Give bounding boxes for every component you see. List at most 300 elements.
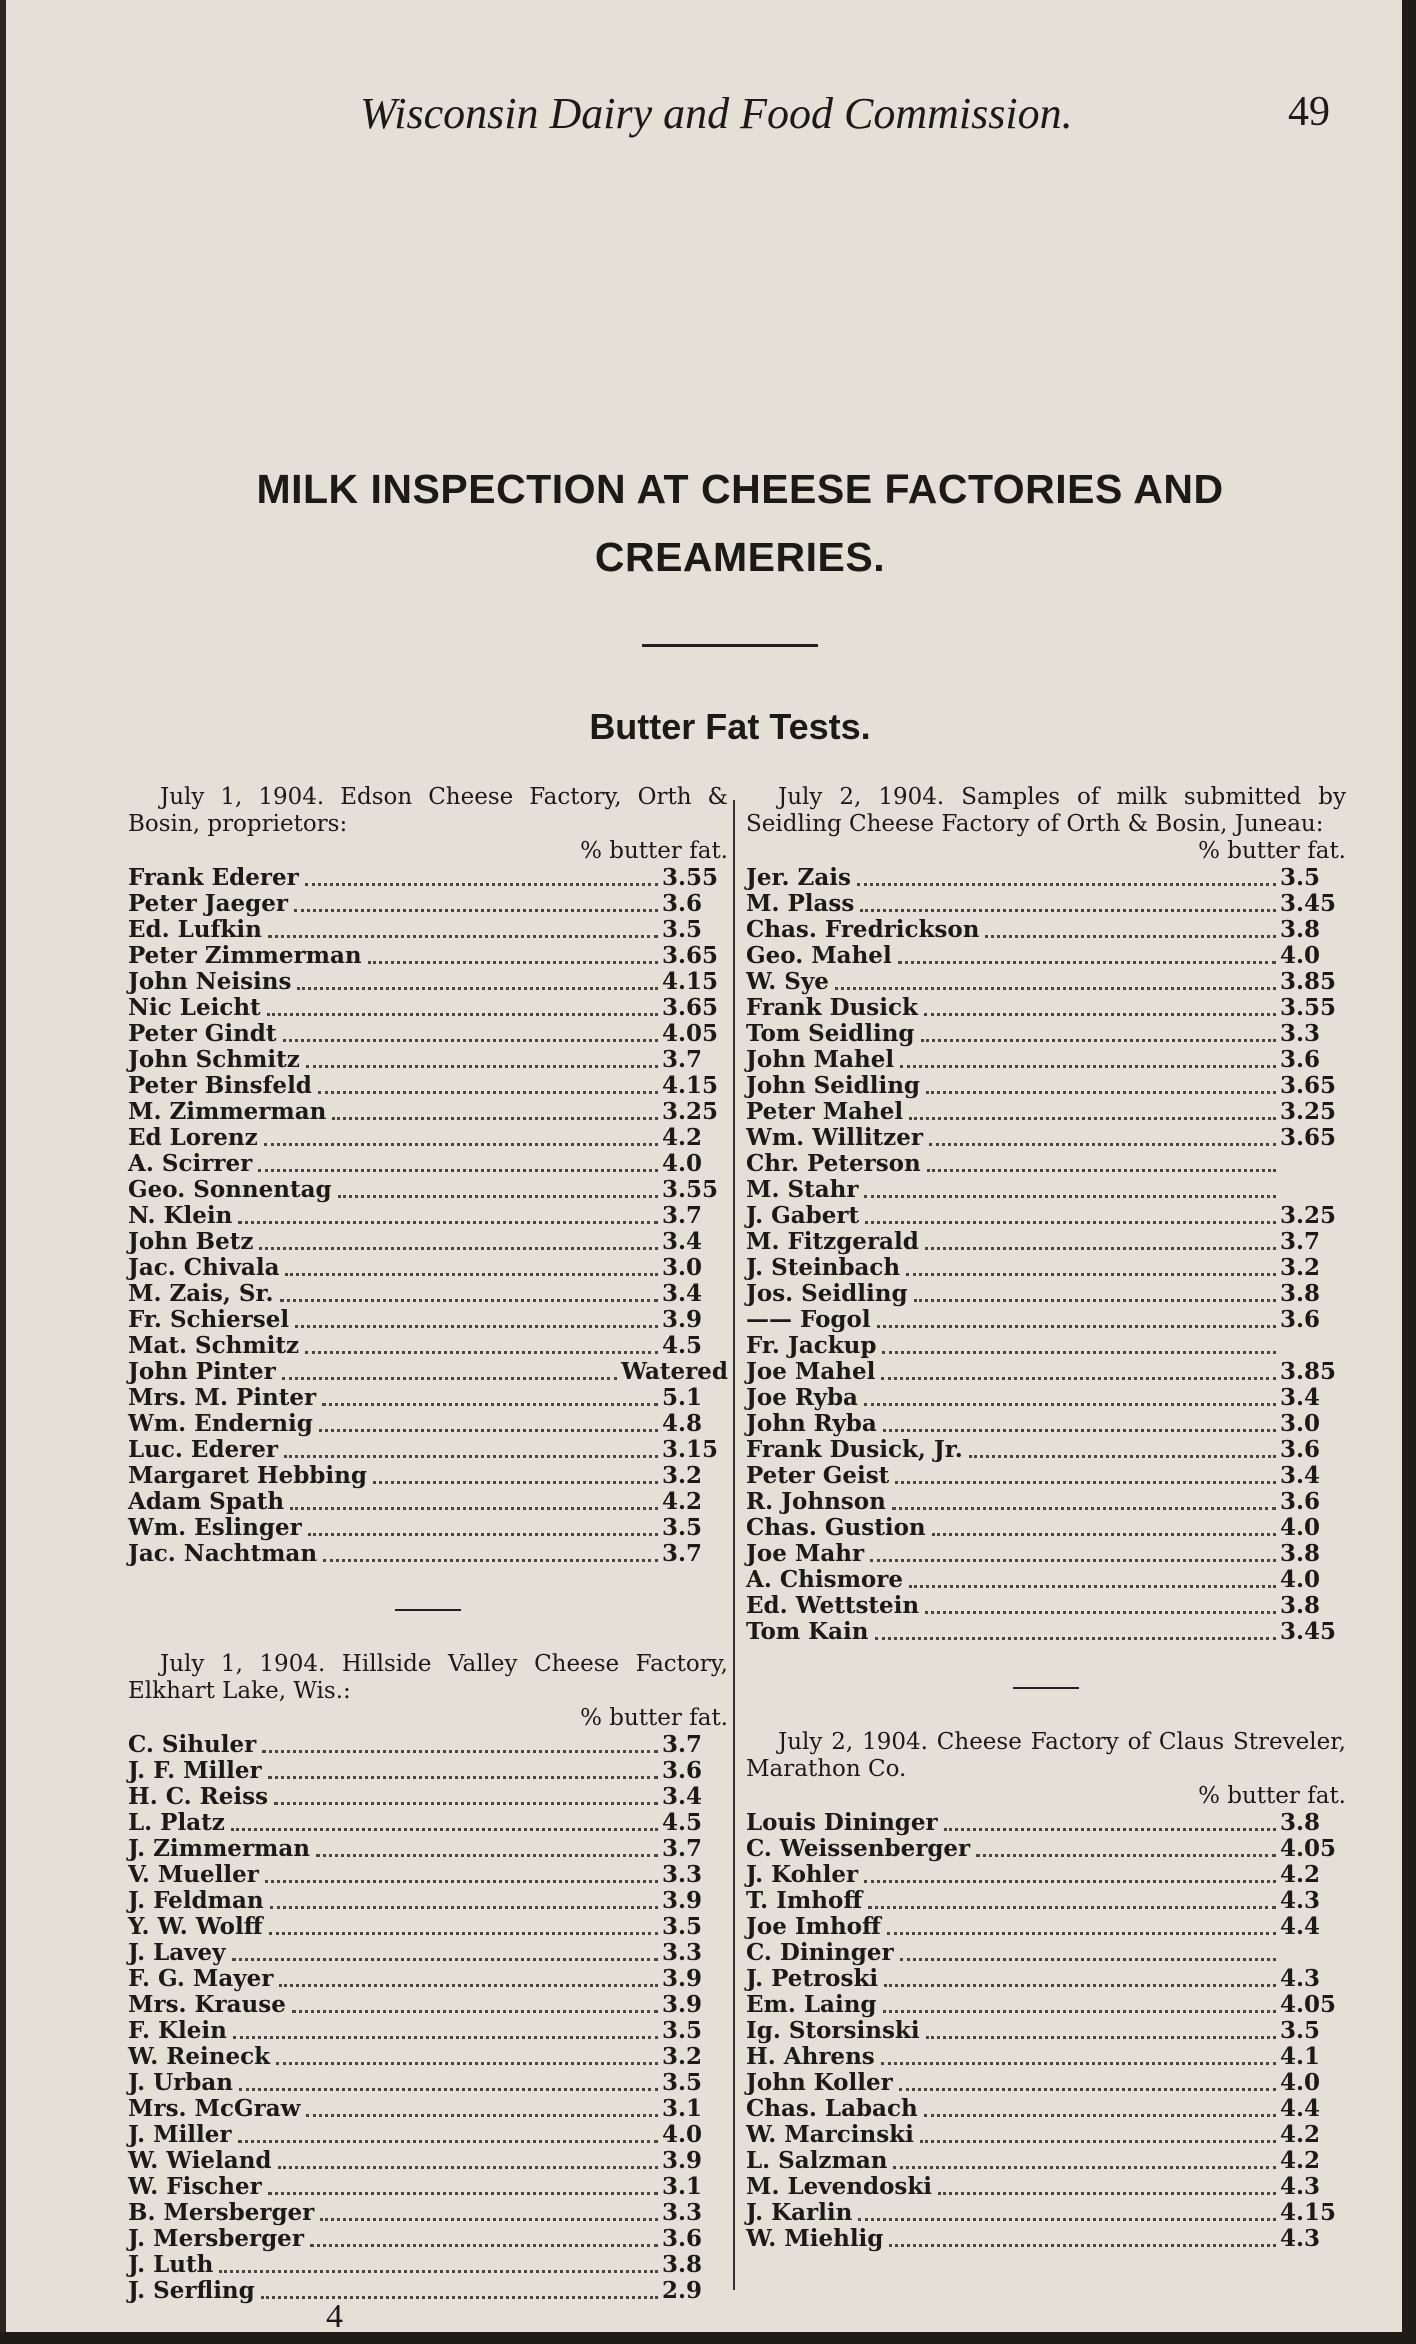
butter-fat-value: 3.65	[1280, 1072, 1337, 1099]
table-row	[746, 1966, 1346, 1992]
section-streveler	[746, 1729, 1346, 2252]
patron-name: Adam Spath	[128, 1488, 285, 1515]
butter-fat-value: 3.65	[662, 942, 719, 969]
table-row	[128, 2148, 728, 2174]
table-row	[128, 1463, 728, 1489]
section-rule	[395, 1609, 461, 1611]
butter-fat-value: 3.9	[662, 2147, 703, 2174]
butter-fat-value: 3.8	[1280, 1592, 1321, 1619]
butter-fat-value: 2.9	[662, 2277, 703, 2304]
patron-name: J. Miller	[128, 2121, 232, 2148]
table-row	[128, 1411, 728, 1437]
table-row	[128, 995, 728, 1021]
patron-name: Peter Zimmerman	[128, 942, 362, 969]
table-row	[128, 1836, 728, 1862]
butter-fat-value: 3.6	[1280, 1436, 1321, 1463]
table-row	[746, 1940, 1346, 1966]
section-seidling	[746, 784, 1346, 1645]
butter-fat-value: 3.1	[662, 2173, 703, 2200]
table-row	[128, 891, 728, 917]
patron-name: W. Miehlig	[746, 2225, 884, 2252]
patron-name: Chas. Labach	[746, 2095, 918, 2122]
section-intro: July 2, 1904. Cheese Factory of Claus Streveler, Marathon Co.	[746, 1729, 1346, 1782]
table-row	[128, 1151, 728, 1177]
table-row	[128, 969, 728, 995]
butter-fat-value: 4.3	[1280, 1887, 1321, 1914]
table-row	[128, 2044, 728, 2070]
butter-fat-value: 3.55	[1280, 994, 1337, 1021]
table-row	[746, 2070, 1346, 2096]
butter-fat-value: 3.25	[1280, 1098, 1337, 1125]
butter-fat-value: 3.4	[662, 1783, 703, 1810]
dot-leader	[268, 934, 658, 938]
table-row	[128, 917, 728, 943]
dot-leader	[284, 1454, 658, 1458]
dot-leader	[883, 2009, 1277, 2013]
patron-name: L. Platz	[128, 1809, 225, 1836]
dot-leader	[292, 2009, 658, 2013]
patron-name: L. Salzman	[746, 2147, 888, 2174]
butter-fat-value: 3.2	[1280, 1254, 1321, 1281]
butter-fat-value: 3.15	[662, 1436, 719, 1463]
patron-name: M. Levendoski	[746, 2173, 933, 2200]
butter-fat-value: 3.6	[1280, 1046, 1321, 1073]
table-row	[746, 1489, 1346, 1515]
dot-leader	[282, 1376, 617, 1380]
table-row	[746, 1593, 1346, 1619]
section-subtitle: Butter Fat Tests.	[589, 706, 871, 747]
butter-fat-value: 4.5	[662, 1809, 703, 1836]
patron-name: Frank Dusick	[746, 994, 918, 1021]
patron-name: J. F. Miller	[128, 1757, 262, 1784]
dot-leader	[864, 1879, 1276, 1883]
dot-leader	[290, 1506, 658, 1510]
dot-leader	[906, 1272, 1276, 1276]
butter-fat-value: 3.3	[1280, 1020, 1321, 1047]
butter-fat-value: 3.9	[662, 1306, 703, 1333]
patron-name: J. Luth	[128, 2251, 214, 2278]
section-hillside	[128, 1651, 728, 2304]
butter-fat-value: 5.1	[662, 1384, 703, 1411]
butter-fat-value: 3.5	[662, 2017, 703, 2044]
butter-fat-value: 3.8	[662, 2251, 703, 2278]
table-row	[128, 2278, 728, 2304]
table-row	[746, 1992, 1346, 2018]
table-row	[746, 1385, 1346, 1411]
table-row	[746, 969, 1346, 995]
dot-leader	[280, 1298, 659, 1302]
butter-fat-value: 3.6	[662, 2225, 703, 2252]
table-row	[128, 2096, 728, 2122]
table-row	[746, 2200, 1346, 2226]
butter-fat-value: 4.2	[1280, 2121, 1321, 2148]
patron-name: W. Marcinski	[746, 2121, 914, 2148]
dot-leader	[881, 1376, 1276, 1380]
table-row	[128, 2122, 728, 2148]
table-row	[128, 1784, 728, 1810]
butter-fat-value: 3.0	[1280, 1410, 1321, 1437]
patron-name: A. Scirrer	[128, 1150, 253, 1177]
patron-name: Y. W. Wolff	[128, 1913, 263, 1940]
butter-fat-value: 3.8	[1280, 1540, 1321, 1567]
patron-name: J. Zimmerman	[128, 1835, 311, 1862]
patron-name: Louis Dininger	[746, 1809, 938, 1836]
dot-leader	[899, 2087, 1276, 2091]
butter-fat-value: 3.55	[662, 1176, 719, 1203]
patron-name: T. Imhoff	[746, 1887, 863, 1914]
table-row	[746, 2044, 1346, 2070]
patron-name: Jac. Nachtman	[128, 1540, 318, 1567]
butter-fat-value: 4.05	[1280, 1835, 1337, 1862]
patron-name: Ed Lorenz	[128, 1124, 258, 1151]
patron-name: J. Kohler	[746, 1861, 859, 1888]
patron-name: John Mahel	[746, 1046, 895, 1073]
patron-name: J. Lavey	[128, 1939, 226, 1966]
table-row	[128, 1489, 728, 1515]
dot-leader	[924, 1012, 1276, 1016]
table-row	[746, 2096, 1346, 2122]
butter-fat-value: 4.2	[1280, 1861, 1321, 1888]
butter-fat-value: 4.4	[1280, 2095, 1321, 2122]
patron-name: Ed. Wettstein	[746, 1592, 920, 1619]
patron-name: J. Karlin	[746, 2199, 853, 2226]
dot-leader	[261, 2295, 658, 2299]
dot-leader	[883, 1428, 1276, 1432]
dot-leader	[318, 1090, 658, 1094]
table-row	[128, 1515, 728, 1541]
dot-leader	[927, 1168, 1276, 1172]
dot-leader	[900, 1957, 1276, 1961]
dot-leader	[232, 1957, 658, 1961]
dot-leader	[914, 1298, 1276, 1302]
patron-name: W. Reineck	[128, 2043, 271, 2070]
table-row	[746, 891, 1346, 917]
butter-fat-value: 3.6	[662, 890, 703, 917]
dot-leader	[920, 2139, 1276, 2143]
butter-fat-value: 3.25	[1280, 1202, 1337, 1229]
butter-fat-value: 4.3	[1280, 2225, 1321, 2252]
butter-fat-value: 3.85	[1280, 1358, 1337, 1385]
section-intro: July 2, 1904. Samples of milk submitted by Seidling Cheese Factory of Orth & Bosin, Juneau:	[746, 784, 1346, 837]
butter-fat-value: 4.8	[662, 1410, 703, 1437]
patron-name: Ig. Storsinski	[746, 2017, 920, 2044]
patron-name: John Neisins	[128, 968, 292, 995]
dot-leader	[868, 1905, 1276, 1909]
patron-name: C. Sihuler	[128, 1731, 257, 1758]
patron-name: Tom Kain	[746, 1618, 869, 1645]
butter-fat-value: 4.2	[662, 1124, 703, 1151]
dot-leader	[308, 1532, 658, 1536]
table-row	[746, 1567, 1346, 1593]
patron-name: J. Gabert	[746, 1202, 860, 1229]
table-row	[128, 1862, 728, 1888]
dot-leader	[268, 1775, 658, 1779]
dot-leader	[898, 960, 1276, 964]
patron-name: M. Zais, Sr.	[128, 1280, 274, 1307]
patron-name: Frank Dusick, Jr.	[746, 1436, 963, 1463]
dot-leader	[267, 1012, 658, 1016]
butter-fat-value: 3.65	[662, 994, 719, 1021]
dot-leader	[373, 1480, 658, 1484]
patron-name: Wm. Endernig	[128, 1410, 313, 1437]
dot-leader	[864, 1194, 1276, 1198]
table-row	[128, 1021, 728, 1047]
dot-leader	[892, 1506, 1276, 1510]
dot-leader	[278, 2165, 658, 2169]
patron-name: M. Stahr	[746, 1176, 859, 1203]
butter-fat-value: 4.15	[662, 1072, 719, 1099]
butter-fat-value: 4.15	[1280, 2199, 1337, 2226]
table-row	[128, 1541, 728, 1567]
table-row	[746, 1255, 1346, 1281]
dot-leader	[895, 1480, 1276, 1484]
dot-leader	[835, 986, 1276, 990]
table-row	[746, 1810, 1346, 1836]
butter-fat-value: 3.8	[1280, 916, 1321, 943]
butter-fat-value: 3.4	[1280, 1462, 1321, 1489]
dot-leader	[238, 2139, 658, 2143]
patron-name: Luc. Ederer	[128, 1436, 279, 1463]
butter-fat-value: 4.0	[1280, 2069, 1321, 2096]
patron-name: Em. Laing	[746, 1991, 877, 2018]
patron-name: Margaret Hebbing	[128, 1462, 367, 1489]
table-row	[128, 1281, 728, 1307]
dot-leader	[322, 1402, 658, 1406]
dot-leader	[305, 1350, 658, 1354]
patron-name: J. Petroski	[746, 1965, 879, 1992]
dot-leader	[297, 986, 658, 990]
patron-name: Peter Jaeger	[128, 890, 288, 917]
patron-name: J. Steinbach	[746, 1254, 901, 1281]
dot-leader	[239, 2087, 658, 2091]
butter-fat-value: 3.9	[662, 1991, 703, 2018]
patron-name: Jer. Zais	[746, 864, 851, 891]
dot-leader	[219, 2269, 658, 2273]
unit-label: % butter fat.	[580, 838, 728, 864]
butter-fat-value: 3.5	[1280, 2017, 1321, 2044]
unit-label: % butter fat.	[1198, 838, 1346, 864]
dot-leader	[865, 1220, 1276, 1224]
dot-leader	[889, 2243, 1276, 2247]
butter-fat-value: 3.45	[1280, 890, 1337, 917]
patron-name: Geo. Sonnentag	[128, 1176, 332, 1203]
table-row	[128, 1047, 728, 1073]
patron-name: M. Zimmerman	[128, 1098, 327, 1125]
table-row	[746, 1836, 1346, 1862]
patron-name: Fr. Jackup	[746, 1332, 877, 1359]
dot-leader	[929, 1142, 1276, 1146]
table-row	[128, 1888, 728, 1914]
butter-fat-value: 4.4	[1280, 1913, 1321, 1940]
dot-leader	[893, 2165, 1276, 2169]
table-row	[746, 1151, 1346, 1177]
patron-name: A. Chismore	[746, 1566, 904, 1593]
patron-name: J. Urban	[128, 2069, 233, 2096]
table-row	[746, 1047, 1346, 1073]
dot-leader	[857, 882, 1276, 886]
patron-name: Mrs. McGraw	[128, 2095, 301, 2122]
table-row	[746, 1177, 1346, 1203]
patron-name: R. Johnson	[746, 1488, 886, 1515]
table-row	[746, 1541, 1346, 1567]
dot-leader	[319, 1428, 658, 1432]
table-row	[128, 1255, 728, 1281]
butter-fat-value: 4.2	[1280, 2147, 1321, 2174]
dot-leader	[269, 1931, 658, 1935]
dot-leader	[268, 2191, 658, 2195]
table-row	[746, 1437, 1346, 1463]
dot-leader	[932, 1532, 1276, 1536]
butter-fat-value: 3.7	[662, 1731, 703, 1758]
patron-name: —— Fogol	[746, 1306, 871, 1333]
patron-name: C. Weissenberger	[746, 1835, 971, 1862]
dot-leader	[976, 1853, 1276, 1857]
dot-leader	[858, 2217, 1276, 2221]
section-intro: July 1, 1904. Hillside Valley Cheese Factory, Elkhart Lake, Wis.:	[128, 1651, 728, 1704]
butter-fat-value: 3.9	[662, 1965, 703, 1992]
table-row	[128, 1940, 728, 1966]
table-row	[746, 1463, 1346, 1489]
dot-leader	[926, 1090, 1276, 1094]
patron-name: John Betz	[128, 1228, 254, 1255]
dot-leader	[921, 1038, 1276, 1042]
dot-leader	[884, 1983, 1276, 1987]
butter-fat-value: 3.3	[662, 1939, 703, 1966]
dot-leader	[279, 1983, 658, 1987]
patron-name: Joe Mahel	[746, 1358, 876, 1385]
butter-fat-value: 3.6	[1280, 1488, 1321, 1515]
dot-leader	[274, 1801, 658, 1805]
table-row	[128, 1914, 728, 1940]
page-title: MILK INSPECTION AT CHEESE FACTORIES AND CREAMERIES.	[256, 466, 1224, 580]
butter-fat-value: 4.1	[1280, 2043, 1321, 2070]
butter-fat-value: 3.7	[662, 1540, 703, 1567]
patron-name: Wm. Eslinger	[128, 1514, 302, 1541]
patron-name: V. Mueller	[128, 1861, 259, 1888]
patron-name: H. C. Reiss	[128, 1783, 269, 1810]
dot-leader	[338, 1194, 658, 1198]
butter-fat-value: 3.5	[662, 916, 703, 943]
patron-name: Peter Gindt	[128, 1020, 277, 1047]
patron-name: M. Fitzgerald	[746, 1228, 919, 1255]
dot-leader	[276, 2061, 658, 2065]
patron-name: Mrs. Krause	[128, 1991, 286, 2018]
table-row	[128, 1359, 728, 1385]
butter-fat-value: 3.9	[662, 1887, 703, 1914]
dot-leader	[262, 1749, 658, 1753]
table-row	[128, 1125, 728, 1151]
dot-leader	[925, 1610, 1276, 1614]
butter-fat-value: 4.0	[1280, 1566, 1321, 1593]
dot-leader	[881, 2061, 1276, 2065]
dot-leader	[283, 1038, 658, 1042]
table-row	[128, 1307, 728, 1333]
dot-leader	[231, 1827, 658, 1831]
table-row	[746, 1307, 1346, 1333]
table-row	[746, 1073, 1346, 1099]
dot-leader	[877, 1324, 1276, 1328]
unit-label: % butter fat.	[580, 1705, 728, 1731]
butter-fat-value: Watered	[621, 1358, 728, 1385]
patron-name: Joe Mahr	[746, 1540, 865, 1567]
dot-leader	[305, 882, 658, 886]
butter-fat-value: 3.2	[662, 1462, 703, 1489]
butter-fat-value: 3.65	[1280, 1124, 1337, 1151]
dot-leader	[887, 1931, 1276, 1935]
patron-name: J. Feldman	[128, 1887, 264, 1914]
dot-leader	[264, 1142, 658, 1146]
patron-name: W. Fischer	[128, 2173, 262, 2200]
table-row	[746, 2122, 1346, 2148]
dot-leader	[320, 2217, 658, 2221]
butter-fat-value: 3.85	[1280, 968, 1337, 995]
patron-name: J. Mersberger	[128, 2225, 304, 2252]
patron-name: Tom Seidling	[746, 1020, 915, 1047]
patron-name: F. Klein	[128, 2017, 227, 2044]
dot-leader	[233, 2035, 658, 2039]
dot-leader	[306, 1064, 658, 1068]
butter-fat-value: 4.15	[662, 968, 719, 995]
table-row	[746, 1099, 1346, 1125]
table-row	[746, 1281, 1346, 1307]
table-row	[128, 1333, 728, 1359]
butter-fat-value: 4.0	[662, 1150, 703, 1177]
butter-fat-value: 3.0	[662, 1254, 703, 1281]
dot-leader	[925, 1246, 1276, 1250]
table-row	[128, 2174, 728, 2200]
butter-fat-value: 3.25	[662, 1098, 719, 1125]
butter-fat-value: 4.5	[662, 1332, 703, 1359]
dot-leader	[924, 2113, 1276, 2117]
dot-leader	[870, 1558, 1276, 1562]
table-row	[746, 1888, 1346, 1914]
butter-fat-value: 3.55	[662, 864, 719, 891]
butter-fat-value: 4.3	[1280, 1965, 1321, 1992]
butter-fat-value: 3.4	[662, 1228, 703, 1255]
table-row	[746, 2226, 1346, 2252]
table-row	[128, 1992, 728, 2018]
patron-name: C. Dininger	[746, 1939, 894, 1966]
patron-name: Chr. Peterson	[746, 1150, 921, 1177]
butter-fat-value: 3.6	[662, 1757, 703, 1784]
table-row	[128, 1229, 728, 1255]
patron-name: Peter Binsfeld	[128, 1072, 312, 1099]
table-row	[746, 1862, 1346, 1888]
table-row	[746, 1515, 1346, 1541]
table-row	[746, 943, 1346, 969]
title-rule	[642, 644, 818, 647]
dot-leader	[985, 934, 1276, 938]
butter-fat-value: 3.5	[662, 1913, 703, 1940]
signature-mark: 4	[326, 2298, 343, 2332]
butter-fat-value: 3.1	[662, 2095, 703, 2122]
patron-name: Joe Ryba	[746, 1384, 858, 1411]
butter-fat-value: 3.45	[1280, 1618, 1337, 1645]
column-divider	[733, 800, 735, 2290]
dot-leader	[926, 2035, 1276, 2039]
dot-leader	[875, 1636, 1276, 1640]
patron-name: Chas. Fredrickson	[746, 916, 980, 943]
right-column	[746, 784, 1346, 2252]
patron-name: Ed. Lufkin	[128, 916, 262, 943]
patron-name: Peter Mahel	[746, 1098, 904, 1125]
table-row	[128, 2200, 728, 2226]
section-intro: July 1, 1904. Edson Cheese Factory, Orth & Bosin, proprietors:	[128, 784, 728, 837]
butter-fat-value: 3.3	[662, 1861, 703, 1888]
patron-name: Mat. Schmitz	[128, 1332, 300, 1359]
table-row	[746, 1619, 1346, 1645]
patron-name: Chas. Gustion	[746, 1514, 926, 1541]
